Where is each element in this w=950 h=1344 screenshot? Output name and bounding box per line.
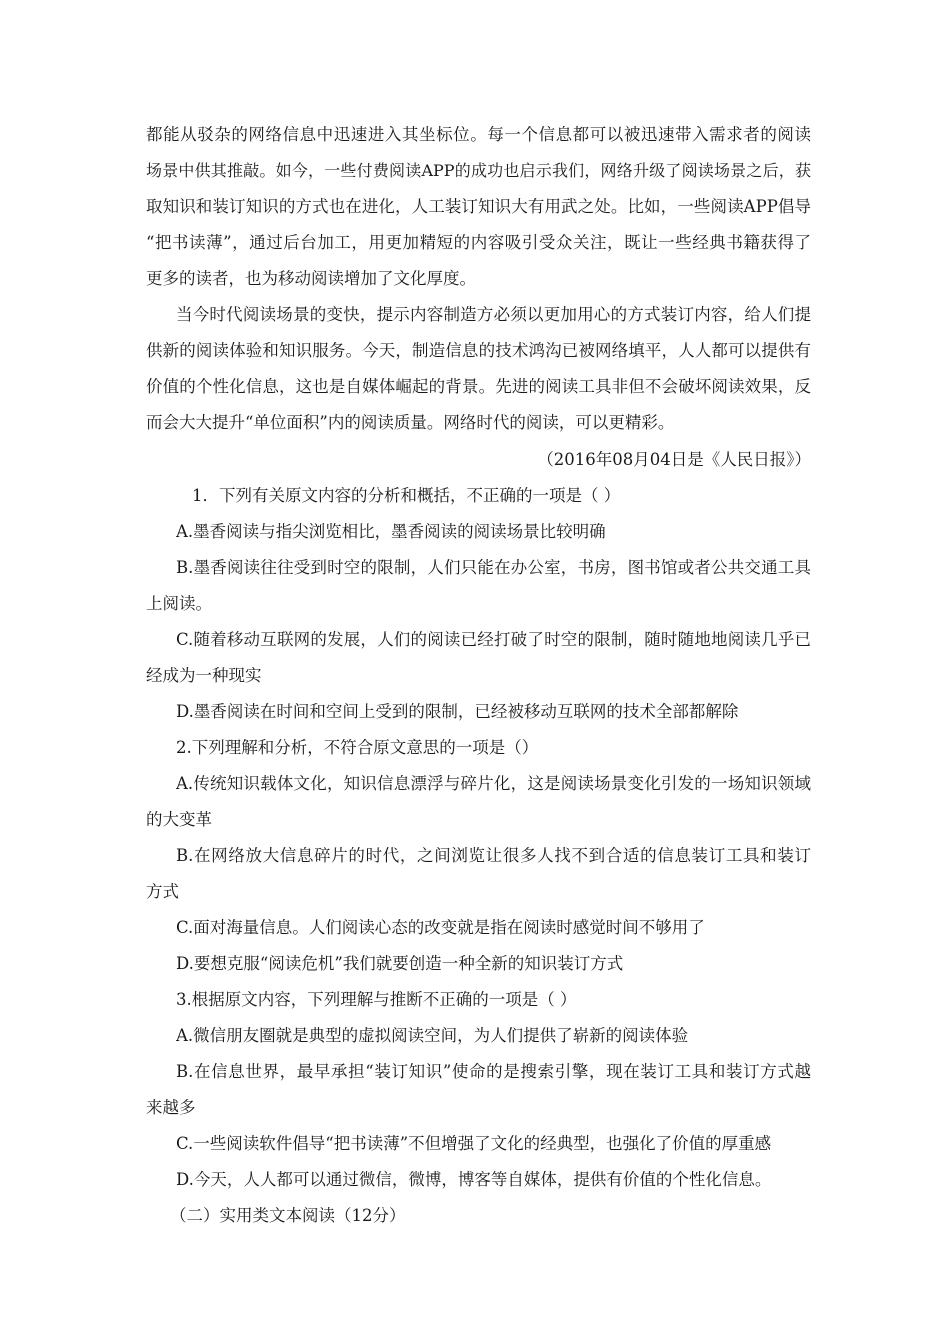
question-2-option-b: B.在网络放大信息碎片的时代，之间浏览让很多人找不到合适的信息装订工具和装订 xyxy=(176,846,811,865)
paragraph-line: 而会大大提升“单位面积”内的阅读质量。网络时代的阅读，可以更精彩。 xyxy=(146,413,675,432)
paragraph-line: 供新的阅读体验和知识服务。今天，制造信息的技术鸿沟已被网络填平，人人都可以提供有 xyxy=(146,341,811,360)
question-2-option-a-cont: 的大变革 xyxy=(146,810,212,829)
question-2-option-a: A.传统知识载体文化，知识信息漂浮与碎片化，这是阅读场景变化引发的一场知识领域 xyxy=(176,774,811,793)
question-1-option-b: B.墨香阅读往往受到时空的限制，人们只能在办公室，书房，图书馆或者公共交通工具 xyxy=(176,558,811,577)
paragraph-line: 更多的读者，也为移动阅读增加了文化厚度。 xyxy=(146,269,476,288)
question-2-option-d: D.要想克服“阅读危机”我们就要创造一种全新的知识装订方式 xyxy=(176,954,624,973)
question-3-option-b: B.在信息世界，最早承担“装订知识”使命的是搜索引擎，现在装订工具和装订方式越 xyxy=(176,1062,811,1081)
paragraph-line: “把书读薄”，通过后台加工，用更加精短的内容吸引受众关注，既让一些经典书籍获得了 xyxy=(146,233,811,252)
question-1-option-c: C.随着移动互联网的发展，人们的阅读已经打破了时空的限制，随时随地地阅读几乎已 xyxy=(176,630,811,649)
paragraph-line: 都能从驳杂的网络信息中迅速进入其坐标位。每一个信息都可以被迅速带入需求者的阅读 xyxy=(146,125,811,144)
question-1-option-c-cont: 经成为一种现实 xyxy=(146,666,262,685)
question-3-stem: 3.根据原文内容，下列理解与推断不正确的一项是（ ） xyxy=(176,990,577,1009)
question-1-option-a: A.墨香阅读与指尖浏览相比，墨香阅读的阅读场景比较明确 xyxy=(176,522,606,541)
question-3-option-a: A.微信朋友圈就是典型的虚拟阅读空间，为人们提供了崭新的阅读体验 xyxy=(176,1026,689,1045)
question-3-option-c: C.一些阅读软件倡导“把书读薄”不但增强了文化的经典型，也强化了价值的厚重感 xyxy=(176,1134,772,1153)
question-1-stem: 1．下列有关原文内容的分析和概括，不正确的一项是（ ） xyxy=(192,486,621,505)
question-2-option-c: C.面对海量信息。人们阅读心态的改变就是指在阅读时感觉时间不够用了 xyxy=(176,918,705,937)
source-citation: （2016年08月04日是《人民日报》） xyxy=(537,450,811,469)
question-3-option-b-cont: 来越多 xyxy=(146,1098,196,1117)
paragraph-line: 价值的个性化信息，这也是自媒体崛起的背景。先进的阅读工具非但不会破坏阅读效果，反 xyxy=(146,377,811,396)
question-1-option-d: D.墨香阅读在时间和空间上受到的限制，已经被移动互联网的技术全部都解除 xyxy=(176,702,739,721)
paragraph-line: 场景中供其推敲。如今，一些付费阅读APP的成功也启示我们，网络升级了阅读场景之后，获 xyxy=(146,161,811,180)
question-1-option-b-cont: 上阅读。 xyxy=(146,594,212,613)
paragraph-line: 取知识和装订知识的方式也在进化，人工装订知识大有用武之处。比如，一些阅读APP倡导 xyxy=(146,197,811,216)
paragraph-line: 当今时代阅读场景的变快，提示内容制造方必须以更加用心的方式装订内容，给人们提 xyxy=(176,305,811,324)
question-2-option-b-cont: 方式 xyxy=(146,882,179,901)
section-heading: （二）实用类文本阅读（12分） xyxy=(170,1206,406,1225)
question-3-option-d: D.今天，人人都可以通过微信，微博，博客等自媒体，提供有价值的个性化信息。 xyxy=(176,1170,772,1189)
question-2-stem: 2.下列理解和分析，不符合原文意思的一项是（） xyxy=(176,738,539,757)
